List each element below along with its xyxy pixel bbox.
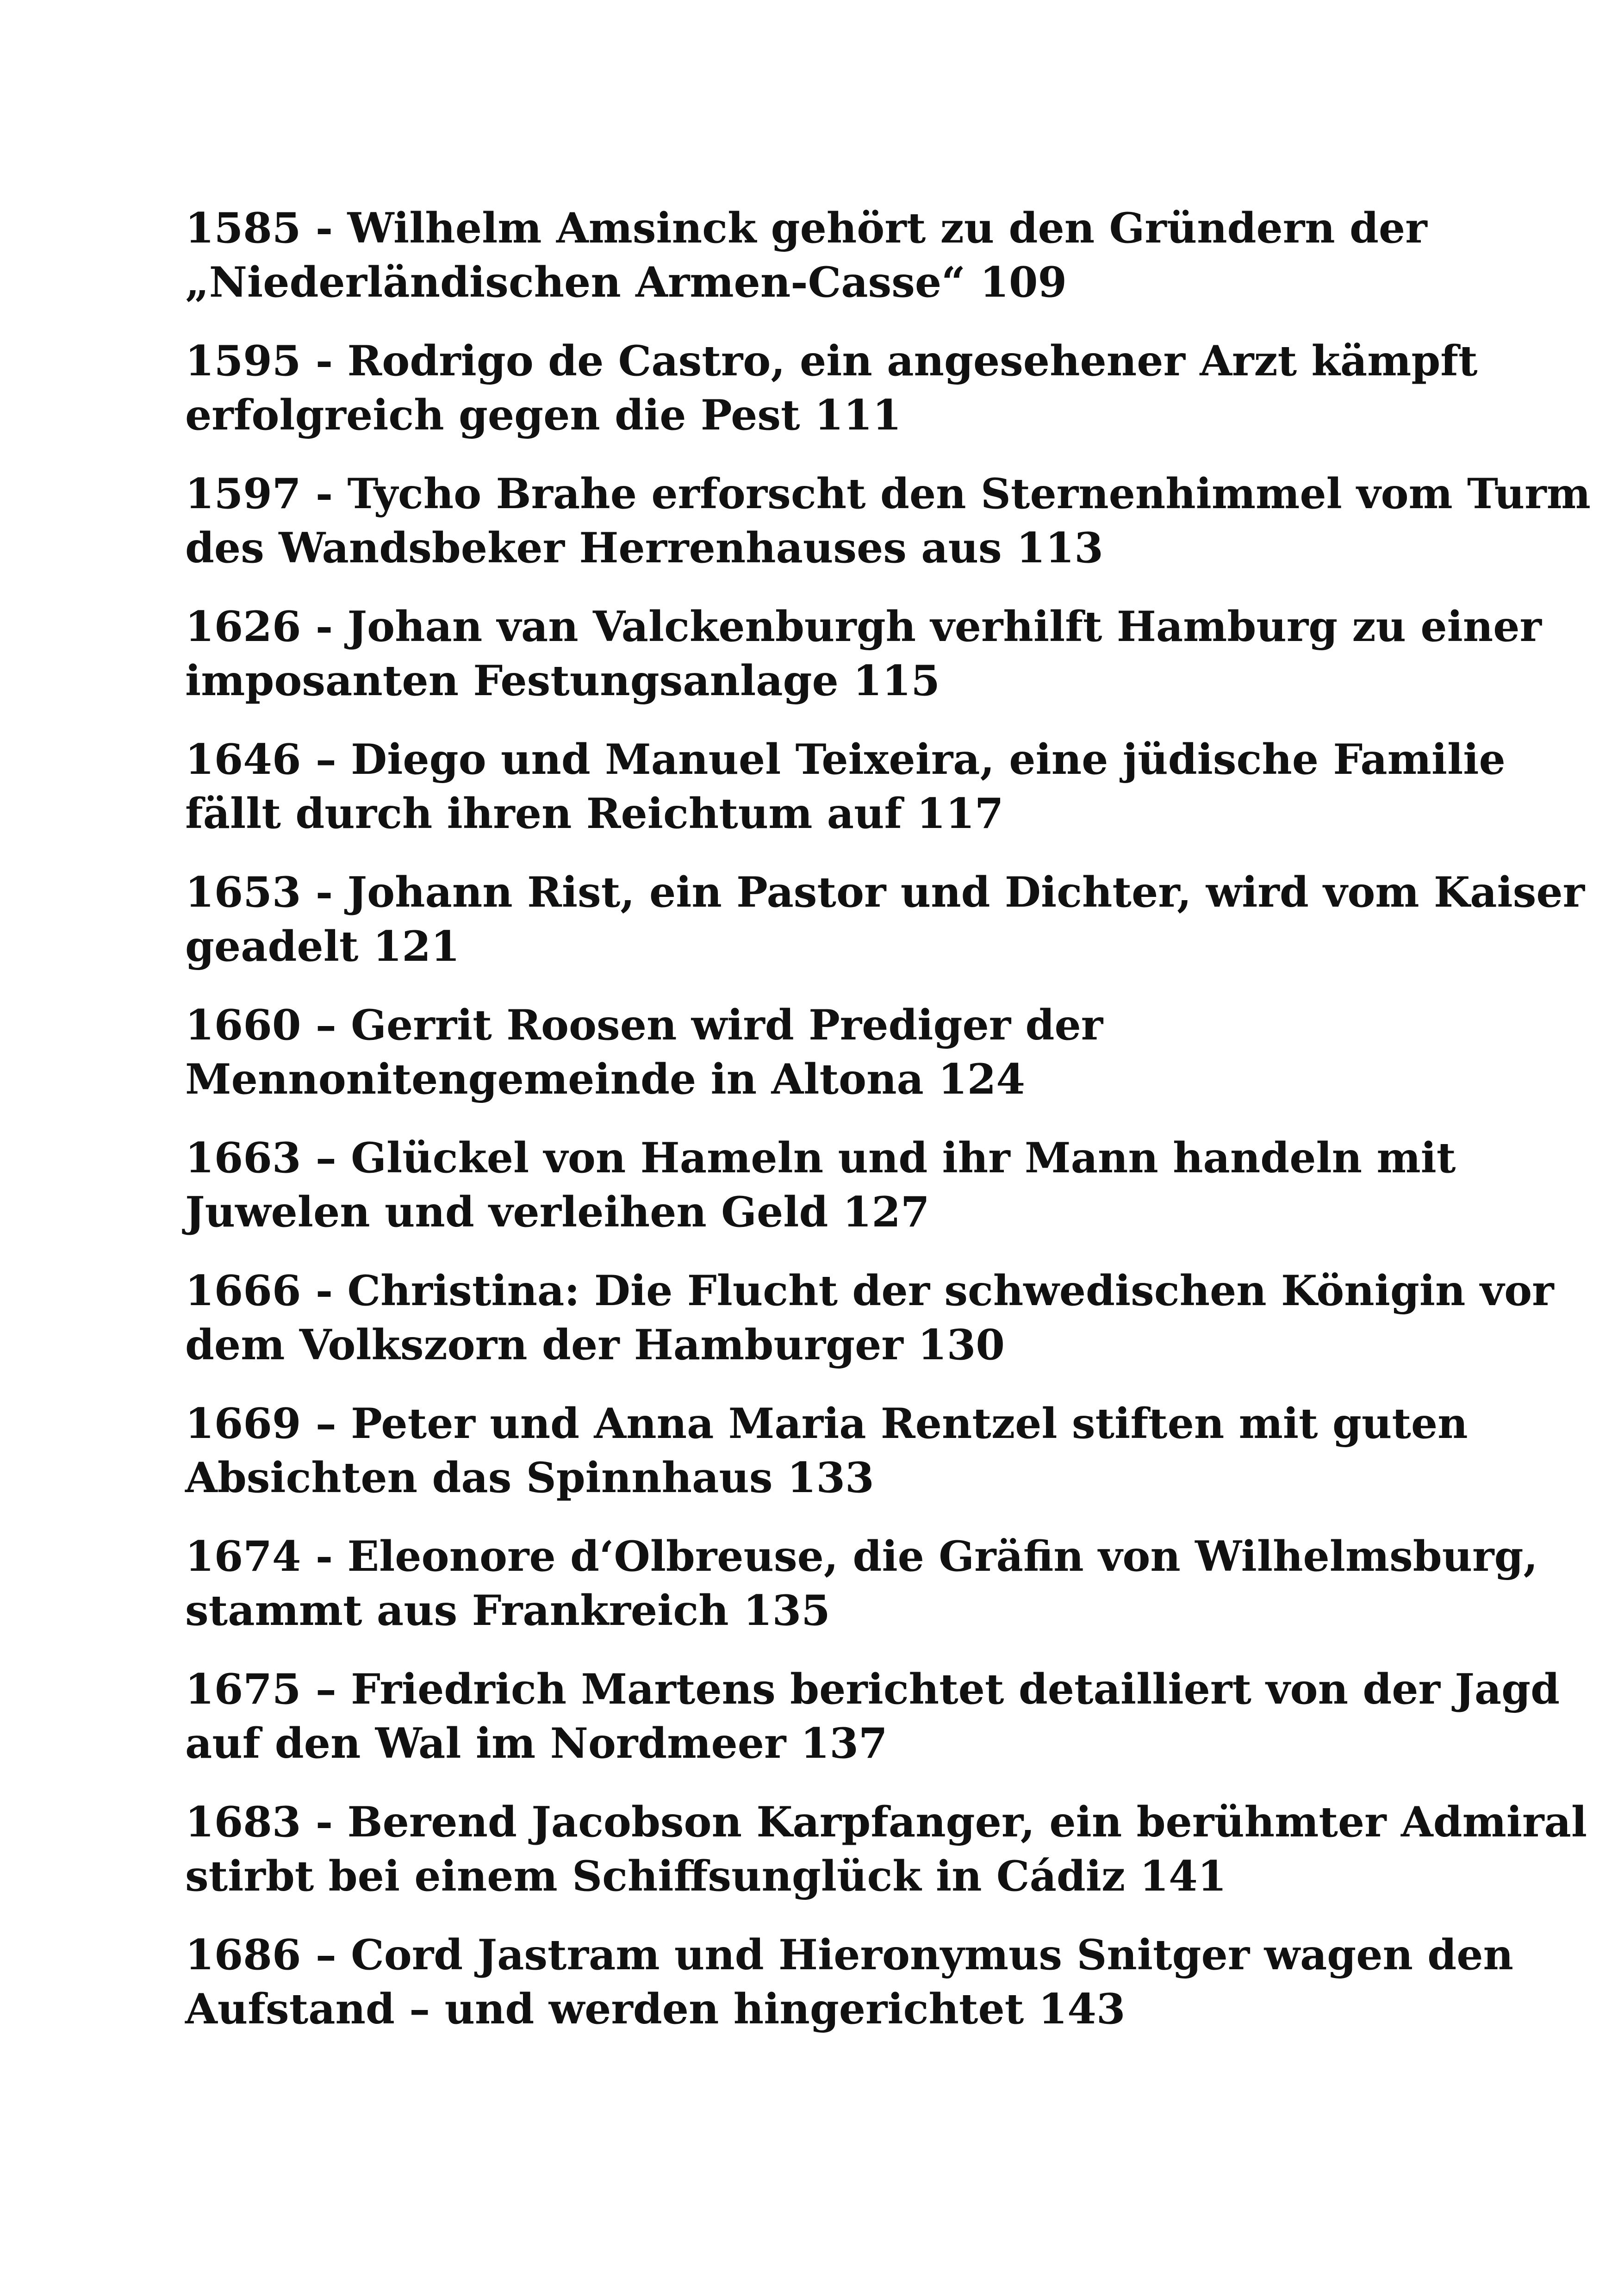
toc-entry-line: imposanten Festungsanlage 115: [185, 656, 940, 705]
toc-entry-line: Aufstand – und werden hingerichtet 143: [185, 1985, 1126, 2034]
toc-entry: [185, 733, 1506, 841]
toc-entry-line: 1674 - Eleonore d‘Olbreuse, die Gräfin von Wilhelmsburg,: [185, 1532, 1538, 1581]
toc-entry-line: fällt durch ihren Reichtum auf 117: [185, 789, 1004, 838]
toc-entry-line: erfolgreich gegen die Pest 111: [185, 391, 902, 440]
toc-entry-line: 1585 - Wilhelm Amsinck gehört zu den Gründern der: [185, 204, 1427, 253]
toc-entry-line: 1683 - Berend Jacobson Karpfanger, ein berühmter Admiral: [185, 1798, 1587, 1847]
toc-entry-line: stammt aus Frankreich 135: [185, 1586, 830, 1635]
toc-entry-line: Juwelen und verleihen Geld 127: [185, 1188, 930, 1237]
toc-entry: [185, 1131, 1481, 1239]
toc-entry: [185, 1662, 1560, 1771]
toc-entry: [185, 1264, 1554, 1372]
toc-entry-line: dem Volkszorn der Hamburger 130: [185, 1320, 1005, 1369]
toc-entry-line: 1653 - Johann Rist, ein Pastor und Dichter, wird vom Kaiser: [185, 868, 1585, 917]
table-of-contents: [185, 201, 1591, 2061]
toc-entry-line: 1669 – Peter und Anna Maria Rentzel stiften mit guten: [185, 1399, 1468, 1448]
toc-entry-line: Absichten das Spinnhaus 133: [185, 1453, 874, 1502]
toc-entry-line: 1597 - Tycho Brahe erforscht den Sternenhimmel vom Turm: [185, 469, 1591, 518]
toc-entry-line: 1686 – Cord Jastram und Hieronymus Snitger wagen den: [185, 1930, 1513, 1979]
toc-entry: [185, 1795, 1587, 1904]
toc-entry: [185, 1928, 1513, 2036]
toc-entry: [185, 998, 1481, 1107]
toc-entry: [185, 1530, 1538, 1638]
toc-entry-line: 1666 - Christina: Die Flucht der schwedischen Königin vor: [185, 1266, 1554, 1315]
toc-entry-line: 1626 - Johan van Valckenburgh verhilft Hamburg zu einer: [185, 602, 1542, 651]
toc-entry: [185, 467, 1591, 575]
toc-entry: [185, 600, 1542, 708]
toc-entry: [185, 201, 1481, 310]
toc-entry-line: Mennonitengemeinde in Altona 124: [185, 1055, 1026, 1104]
toc-entry-line: 1663 – Glückel von Hameln und ihr Mann handeln mit: [185, 1133, 1456, 1182]
toc-entry-line: 1595 - Rodrigo de Castro, ein angesehener Arzt kämpft: [185, 336, 1478, 386]
toc-entry-line: „Niederländischen Armen-Casse“ 109: [185, 258, 1067, 307]
toc-entry-line: stirbt bei einem Schiffsunglück in Cádiz 141: [185, 1852, 1227, 1901]
toc-entry-line: des Wandsbeker Herrenhauses aus 113: [185, 523, 1103, 572]
toc-entry: [185, 865, 1585, 974]
toc-entry-line: 1675 – Friedrich Martens berichtet detailliert von der Jagd: [185, 1665, 1560, 1714]
toc-entry-line: 1660 – Gerrit Roosen wird Prediger der: [185, 1001, 1103, 1050]
toc-entry: [185, 334, 1481, 442]
toc-entry-line: auf den Wal im Nordmeer 137: [185, 1719, 888, 1768]
toc-entry: [185, 1397, 1481, 1505]
toc-entry-line: 1646 – Diego und Manuel Teixeira, eine jüdische Familie: [185, 735, 1506, 784]
toc-entry-line: geadelt 121: [185, 922, 460, 971]
